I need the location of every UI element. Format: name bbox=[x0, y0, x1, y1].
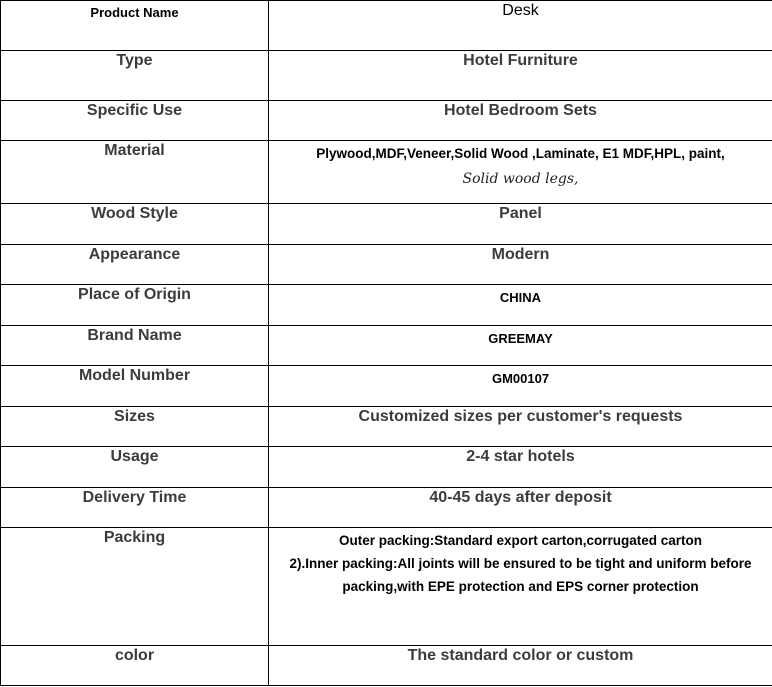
row-value-cell bbox=[269, 326, 772, 366]
row-label-cell bbox=[1, 447, 269, 488]
table-row bbox=[1, 646, 772, 686]
row-value: Desk bbox=[502, 2, 539, 19]
row-label-cell bbox=[1, 326, 269, 366]
row-label: Type bbox=[116, 52, 153, 69]
table-row bbox=[1, 204, 772, 245]
table-row bbox=[1, 51, 772, 101]
row-label-cell bbox=[1, 285, 269, 326]
row-value: 2-4 star hotels bbox=[466, 448, 575, 465]
table-row bbox=[1, 407, 772, 447]
row-label-cell bbox=[1, 245, 269, 285]
row-label: Appearance bbox=[88, 246, 181, 263]
row-value: Customized sizes per customer's requests bbox=[358, 408, 683, 425]
row-label: Usage bbox=[110, 448, 159, 465]
table-row bbox=[1, 488, 772, 528]
row-value-cell bbox=[269, 1, 772, 51]
row-label: Delivery Time bbox=[82, 489, 187, 506]
row-label-cell bbox=[1, 646, 269, 686]
packing-line-1: Outer packing:Standard export carton,corrugated carton bbox=[338, 533, 703, 548]
table-row bbox=[1, 245, 772, 285]
row-label-cell bbox=[1, 51, 269, 101]
table-row bbox=[1, 141, 772, 204]
material-line-1: Plywood,MDF,Veneer,Solid Wood ,Laminate, E1 MDF,HPL, paint, bbox=[316, 146, 725, 161]
row-value: Panel bbox=[499, 205, 542, 222]
row-label: Brand Name bbox=[87, 327, 182, 344]
row-value-cell bbox=[269, 101, 772, 141]
table-row bbox=[1, 447, 772, 488]
row-label: Product Name bbox=[90, 5, 179, 20]
row-value-cell bbox=[269, 447, 772, 488]
row-value-cell bbox=[269, 366, 772, 407]
row-label: Place of Origin bbox=[78, 286, 191, 303]
row-value-cell bbox=[269, 528, 772, 646]
row-label: Material bbox=[104, 142, 165, 159]
row-label-cell bbox=[1, 407, 269, 447]
row-value: The standard color or custom bbox=[407, 647, 634, 664]
row-value-cell bbox=[269, 204, 772, 245]
row-value-cell bbox=[269, 407, 772, 447]
row-label: Sizes bbox=[114, 408, 155, 425]
row-label: color bbox=[114, 647, 155, 664]
row-label: Model Number bbox=[78, 367, 191, 384]
table-row bbox=[1, 366, 772, 407]
row-value-cell bbox=[269, 646, 772, 686]
row-label: Packing bbox=[103, 529, 166, 546]
row-value-cell bbox=[269, 51, 772, 101]
row-label-cell bbox=[1, 141, 269, 204]
row-label-cell bbox=[1, 101, 269, 141]
row-value: GM00107 bbox=[491, 371, 550, 386]
table-row bbox=[1, 326, 772, 366]
row-value: CHINA bbox=[499, 290, 542, 305]
row-value: Hotel Furniture bbox=[463, 52, 578, 69]
row-value: Modern bbox=[491, 246, 550, 263]
packing-line-3: packing,with EPE protection and EPS corner protection bbox=[342, 579, 699, 594]
row-value-cell bbox=[269, 141, 772, 204]
row-label: Specific Use bbox=[86, 102, 183, 119]
row-value: Hotel Bedroom Sets bbox=[444, 102, 597, 119]
table-row bbox=[1, 101, 772, 141]
table-row bbox=[1, 528, 772, 646]
packing-line-2: 2).Inner packing:All joints will be ensured to be tight and uniform before bbox=[289, 556, 752, 571]
table-row bbox=[1, 1, 772, 51]
row-label-cell bbox=[1, 528, 269, 646]
row-value: GREEMAY bbox=[488, 331, 553, 346]
row-label: Wood Style bbox=[91, 205, 178, 222]
row-label-cell bbox=[1, 366, 269, 407]
material-line-2: Solid wood legs, bbox=[462, 171, 579, 187]
row-value-cell bbox=[269, 285, 772, 326]
row-value: 40-45 days after deposit bbox=[429, 489, 612, 506]
row-label-cell bbox=[1, 488, 269, 528]
row-value-cell bbox=[269, 488, 772, 528]
row-label-cell bbox=[1, 1, 269, 51]
table-row bbox=[1, 285, 772, 326]
row-value-cell bbox=[269, 245, 772, 285]
row-label-cell bbox=[1, 204, 269, 245]
